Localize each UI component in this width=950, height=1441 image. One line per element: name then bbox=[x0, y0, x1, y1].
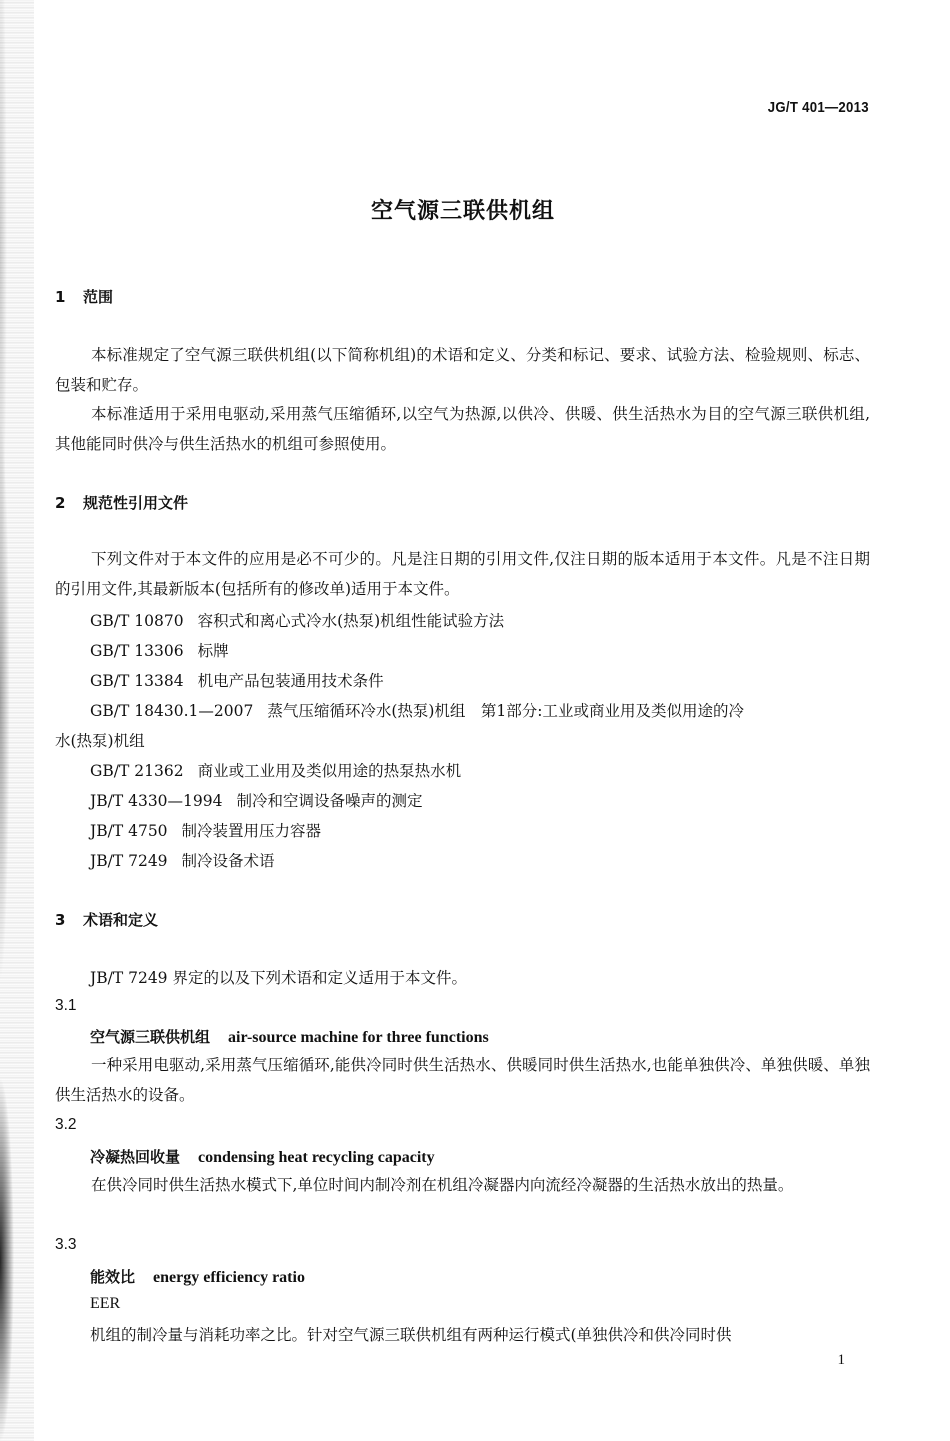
reference-title: 制冷设备术语 bbox=[181, 852, 275, 870]
reference-title: 容积式和离心式冷水(热泵)机组性能试验方法 bbox=[197, 612, 505, 630]
reference-title: 机电产品包装通用技术条件 bbox=[197, 672, 384, 690]
reference-code: GB/T 18430.1—2007 bbox=[90, 702, 254, 720]
section-2-heading bbox=[55, 492, 188, 513]
reference-code: JB/T 7249 bbox=[90, 852, 168, 870]
section-1-heading bbox=[55, 286, 113, 307]
reference-title: 制冷和空调设备噪声的测定 bbox=[236, 792, 423, 810]
term-zh: 能效比 bbox=[90, 1268, 136, 1286]
paragraph: 本标准适用于采用电驱动,采用蒸气压缩循环,以空气为热源,以供冷、供暖、供生活热水为目的空气源三联供机组,其他能同时供冷与供生活热水的机组可参照使用。 bbox=[55, 405, 870, 453]
term-heading bbox=[90, 1026, 489, 1047]
reference-item bbox=[90, 609, 504, 631]
reference-title: 蒸气压缩循环冷水(热泵)机组 第1部分:工业或商业用及类似用途的冷 bbox=[267, 702, 744, 720]
term-zh: 冷凝热回收量 bbox=[90, 1148, 181, 1166]
standard-code: JG/T 401—2013 bbox=[767, 99, 869, 116]
paragraph: 本标准规定了空气源三联供机组(以下简称机组)的术语和定义、分类和标记、要求、试验方法、检验规则、标志、包装和贮存。 bbox=[55, 346, 870, 394]
reference-code: JB/T 4330—1994 bbox=[90, 792, 223, 810]
section-number: 2 bbox=[55, 494, 66, 512]
reference-code: JB/T 4750 bbox=[90, 822, 168, 840]
section-3-heading bbox=[55, 909, 158, 930]
reference-item bbox=[90, 789, 423, 811]
clause-number: 3.2 bbox=[55, 1116, 77, 1133]
term-heading bbox=[90, 1266, 305, 1287]
reference-title-continued: 水(热泵)机组 bbox=[55, 732, 145, 750]
reference-title: 标牌 bbox=[197, 642, 229, 660]
document-title: 空气源三联供机组 bbox=[370, 199, 555, 224]
term-heading bbox=[90, 1146, 435, 1167]
reference-item bbox=[90, 669, 384, 691]
clause-number: 3.3 bbox=[55, 1236, 77, 1253]
reference-item bbox=[90, 819, 321, 841]
reference-title: 商业或工业用及类似用途的热泵热水机 bbox=[197, 762, 462, 780]
reference-code: GB/T 10870 bbox=[90, 612, 184, 630]
reference-code: GB/T 13306 bbox=[90, 642, 184, 660]
term-en: condensing heat recycling capacity bbox=[198, 1149, 435, 1166]
reference-item bbox=[90, 699, 744, 721]
section-number: 1 bbox=[55, 288, 66, 306]
term-definition: 在供冷同时供生活热水模式下,单位时间内制冷剂在机组冷凝器内向流经冷凝器的生活热水放出的热量。 bbox=[91, 1176, 794, 1194]
reference-item bbox=[90, 849, 275, 871]
reference-code: GB/T 21362 bbox=[90, 762, 184, 780]
section-title: 范围 bbox=[83, 288, 114, 306]
term-definition: 机组的制冷量与消耗功率之比。针对空气源三联供机组有两种运行模式(单独供冷和供冷同时供 bbox=[90, 1326, 732, 1344]
term-definition: 一种采用电驱动,采用蒸气压缩循环,能供冷同时供生活热水、供暖同时供生活热水,也能单独供冷、单独供暖、单独供生活热水的设备。 bbox=[55, 1056, 870, 1104]
section-title: 规范性引用文件 bbox=[83, 494, 189, 512]
term-en: air-source machine for three functions bbox=[228, 1029, 489, 1046]
term-zh: 空气源三联供机组 bbox=[90, 1028, 211, 1046]
reference-item bbox=[90, 639, 229, 661]
section-title: 术语和定义 bbox=[83, 911, 159, 929]
clause-number: 3.1 bbox=[55, 997, 77, 1014]
reference-item bbox=[90, 759, 461, 781]
section-number: 3 bbox=[55, 911, 66, 929]
paragraph: 下列文件对于本文件的应用是必不可少的。凡是注日期的引用文件,仅注日期的版本适用于本文件。凡是不注日期的引用文件,其最新版本(包括所有的修改单)适用于本文件。 bbox=[55, 550, 870, 598]
reference-code: GB/T 13384 bbox=[90, 672, 184, 690]
term-en: energy efficiency ratio bbox=[153, 1269, 305, 1286]
section-intro: JB/T 7249 界定的以及下列术语和定义适用于本文件。 bbox=[90, 969, 467, 987]
reference-title: 制冷装置用压力容器 bbox=[181, 822, 322, 840]
term-abbreviation: EER bbox=[90, 1295, 121, 1312]
page-number: 1 bbox=[837, 1352, 845, 1368]
